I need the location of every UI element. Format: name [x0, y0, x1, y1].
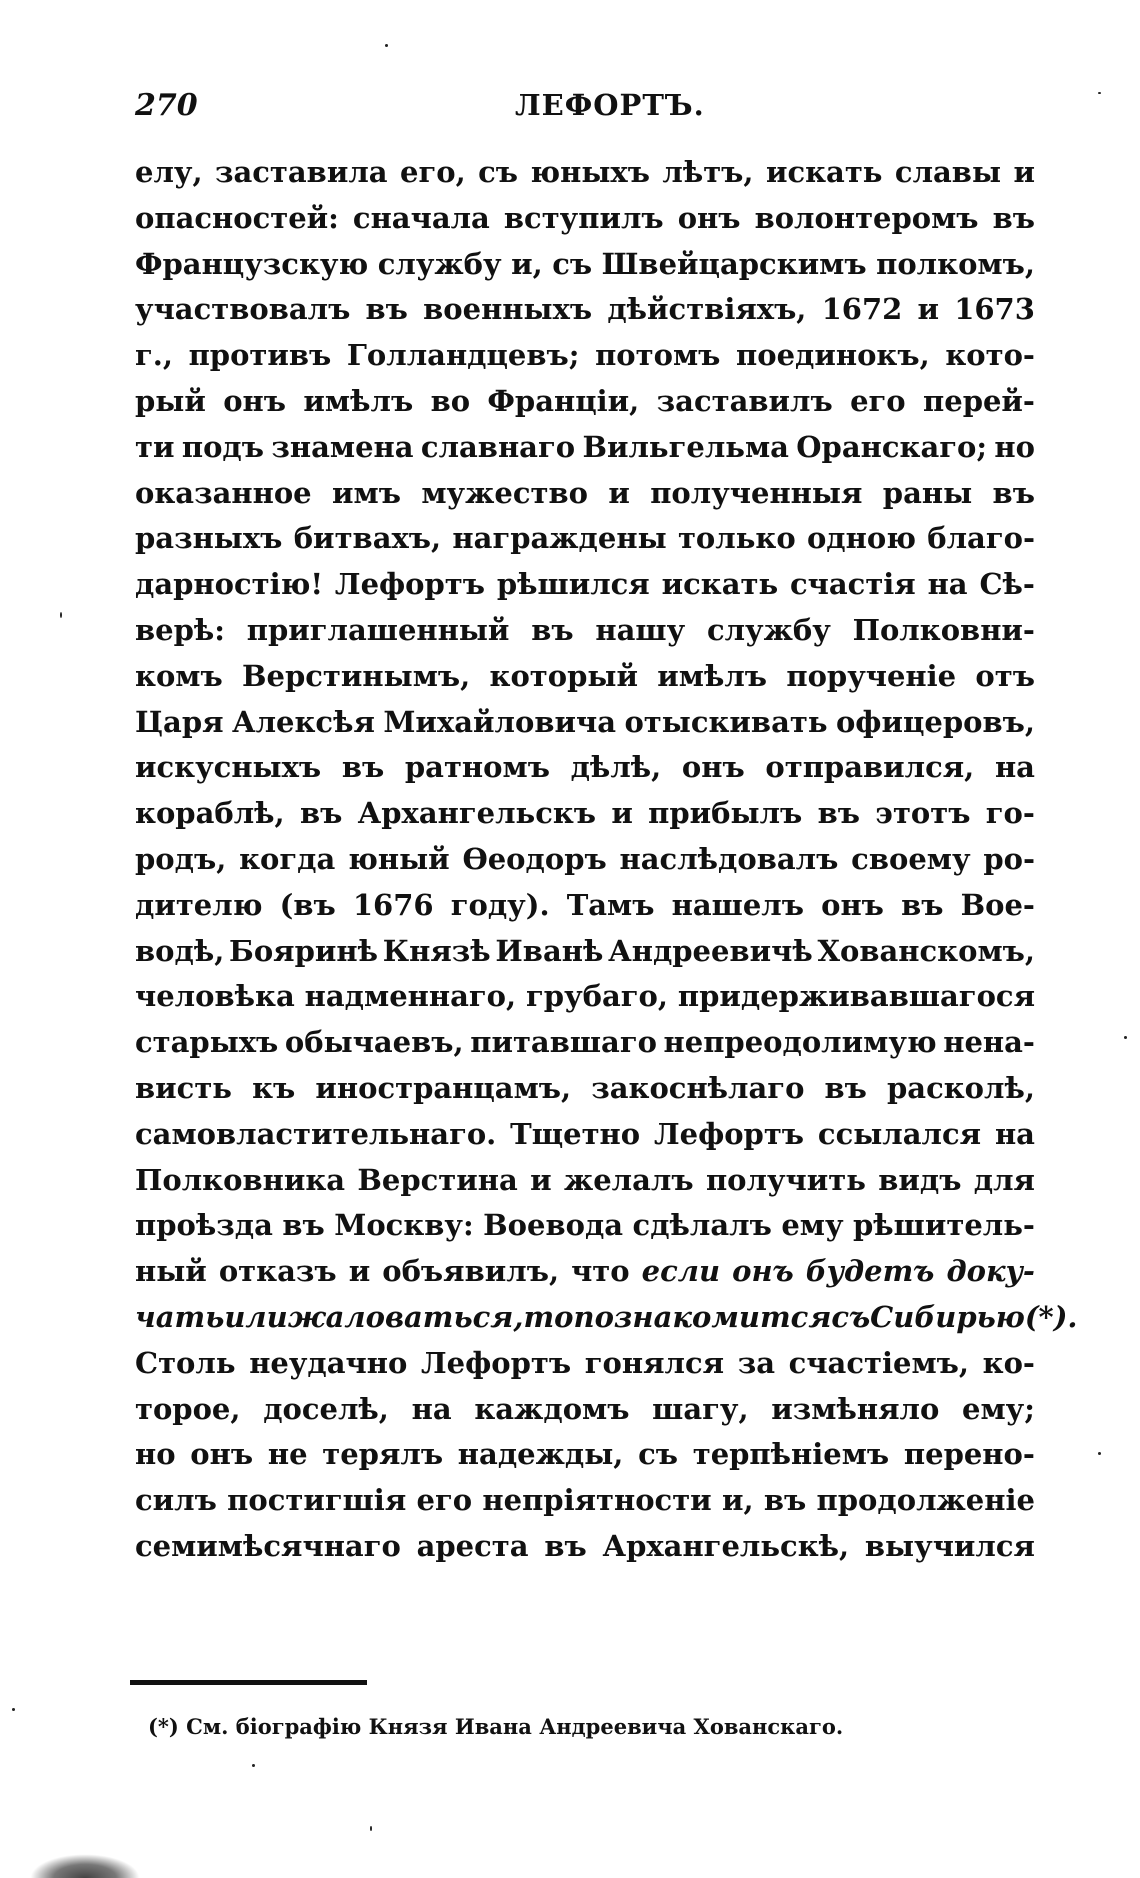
word: придерживавшагося: [677, 979, 1035, 1014]
word: гонялся: [584, 1345, 725, 1380]
word-italic: онъ: [732, 1254, 794, 1289]
word: непреодолимую: [663, 1025, 937, 1060]
word: ссылался: [817, 1116, 982, 1151]
word: искать: [765, 155, 883, 189]
word: Тщетно: [510, 1116, 641, 1151]
word: славы: [894, 155, 1002, 189]
ink-speck: [1098, 1452, 1101, 1455]
text-line: [135, 1478, 1035, 1524]
word: обычаевъ,: [284, 1025, 464, 1060]
word: питавшаго: [470, 1025, 657, 1060]
word: къ: [252, 1070, 296, 1105]
word: кораблѣ,: [135, 796, 285, 831]
word: рый: [135, 383, 206, 418]
word: въ: [365, 292, 408, 327]
word: Верстина: [357, 1162, 518, 1197]
word: Сѣ-: [979, 567, 1035, 602]
word: чать: [135, 1299, 225, 1334]
word: закоснѣлаго: [591, 1070, 805, 1105]
word: его,: [400, 155, 466, 189]
word: рѣшитель-: [853, 1208, 1035, 1243]
word: сдѣлалъ: [632, 1208, 772, 1243]
text-line: [135, 974, 1035, 1020]
word-italic: будетъ: [805, 1254, 935, 1289]
word: терялъ: [322, 1437, 444, 1472]
word: награждены: [452, 521, 667, 556]
word: семимѣсячнаго: [135, 1528, 401, 1563]
word: Вое-: [960, 887, 1035, 922]
page-header: [135, 88, 1035, 128]
word: Ѳеодоръ: [462, 841, 607, 876]
ink-speck: [252, 1764, 255, 1767]
word: Царя: [135, 704, 224, 739]
word: нашелъ: [671, 887, 804, 922]
page-corner-shadow: [30, 1854, 140, 1878]
word: этотъ: [875, 796, 971, 831]
text-line: [135, 837, 1035, 883]
text-line: [135, 287, 1035, 333]
word: лѣтъ,: [662, 155, 754, 189]
text-line: [135, 150, 1035, 196]
word: когда: [239, 841, 336, 876]
word: заставила: [214, 155, 388, 189]
word: 1673: [954, 292, 1035, 327]
word: Лефортъ: [653, 1116, 805, 1151]
word: комъ: [135, 658, 223, 693]
word-italic: если: [641, 1254, 721, 1289]
word: благо-: [927, 521, 1035, 556]
word: имѣлъ: [657, 658, 768, 693]
word: Лефортъ: [421, 1345, 572, 1380]
word: наслѣдовалъ: [619, 841, 839, 876]
text-line: [135, 1020, 1035, 1066]
footnote: (*) См. біографію Князя Ивана Андреевича Хованскаго.: [148, 1714, 844, 1739]
word: подъ: [181, 429, 264, 464]
word: приглашенный: [246, 612, 510, 647]
word: мужество: [421, 475, 588, 510]
text-line: [135, 654, 1035, 700]
word: и: [917, 292, 940, 327]
word: имѣлъ: [303, 383, 414, 418]
word: получить: [705, 1162, 866, 1197]
text-line: [135, 196, 1035, 242]
word: ему;: [962, 1391, 1035, 1426]
word: съ: [638, 1437, 678, 1472]
word: году).: [450, 887, 550, 922]
word: искать: [661, 567, 779, 602]
word: участвовалъ: [135, 292, 351, 327]
text-line: [135, 1158, 1035, 1204]
word: волонтеромъ: [754, 200, 979, 235]
word: человѣка: [135, 979, 295, 1014]
word: Воевода: [483, 1208, 624, 1243]
text-line: [135, 1341, 1035, 1387]
word: Французскую: [135, 246, 369, 281]
word: который: [489, 658, 638, 693]
word: Швейцарскимъ: [601, 246, 867, 281]
word: юный: [348, 841, 450, 876]
word: Оранскаго;: [796, 429, 988, 464]
word: неудачно: [249, 1345, 408, 1380]
word: Алексѣя: [231, 704, 375, 739]
word: продолженіе: [816, 1483, 1035, 1518]
word: Верстинымъ,: [242, 658, 471, 693]
word: счастіемъ,: [788, 1345, 969, 1380]
word: офицеровъ,: [835, 704, 1035, 739]
word: имъ: [332, 475, 401, 510]
word: ему: [781, 1208, 844, 1243]
word: ратномъ: [404, 750, 550, 785]
word: но: [994, 429, 1035, 464]
word: кото-: [945, 338, 1035, 373]
word: военныхъ: [423, 292, 593, 327]
word: нашу: [595, 612, 686, 647]
word: не: [267, 1437, 308, 1472]
word: ти: [135, 429, 175, 464]
word: сначала: [352, 200, 490, 235]
word: Архангельскъ: [357, 796, 597, 831]
running-title: ЛЕФОРТЪ.: [515, 88, 705, 122]
word: въ: [544, 1528, 587, 1563]
word: перей-: [923, 383, 1035, 418]
word: Архангельскѣ,: [602, 1528, 850, 1563]
word: но: [135, 1437, 176, 1472]
word: юныхъ: [530, 155, 650, 189]
text-line: [135, 1524, 1035, 1570]
word: его: [850, 383, 906, 418]
word: надежды,: [457, 1437, 624, 1472]
word: силъ: [135, 1483, 217, 1518]
word: самовластительнаго.: [135, 1116, 497, 1151]
word: въ: [824, 1070, 867, 1105]
word: дителю: [135, 887, 263, 922]
word: Голландцевъ;: [346, 338, 580, 373]
word: на: [927, 567, 968, 602]
word: то: [523, 1299, 574, 1334]
word: каждомъ: [474, 1391, 630, 1426]
word: опасностей:: [135, 200, 339, 235]
word: измѣняло: [771, 1391, 940, 1426]
word: и: [611, 796, 633, 831]
word: въ: [282, 1208, 325, 1243]
ink-speck: [370, 1826, 372, 1831]
word: во: [430, 383, 471, 418]
word: поединокъ,: [736, 338, 930, 373]
word: го-: [985, 796, 1035, 831]
word: отправился,: [765, 750, 975, 785]
word: 1676: [352, 887, 434, 922]
text-line: [135, 471, 1035, 517]
word: жаловаться,: [287, 1299, 524, 1334]
word: оказанное: [135, 475, 312, 510]
word: въ: [531, 612, 574, 647]
ink-speck: [1124, 1036, 1127, 1039]
word: на: [994, 1116, 1035, 1151]
word: заставилъ: [656, 383, 833, 418]
word: желалъ: [563, 1162, 694, 1197]
word: верѣ:: [135, 612, 225, 647]
word: онъ: [190, 1437, 254, 1472]
word: прибылъ: [648, 796, 803, 831]
word: родъ,: [135, 841, 227, 876]
word: проѣзда: [135, 1208, 273, 1243]
word: своему: [851, 841, 971, 876]
word: и: [530, 1162, 552, 1197]
word: (*).: [1024, 1299, 1078, 1334]
word: терпѣніемъ: [692, 1437, 890, 1472]
word: ареста: [416, 1528, 529, 1563]
word: отказъ: [218, 1254, 337, 1289]
word: Тамъ: [566, 887, 655, 922]
word: непріятности: [482, 1483, 712, 1518]
text-line: [135, 425, 1035, 471]
word: познакомится: [573, 1299, 832, 1334]
text-line: [135, 791, 1035, 837]
word: старыхъ: [135, 1025, 279, 1060]
word: полкомъ,: [876, 246, 1035, 281]
word: Михайловича: [383, 704, 616, 739]
word: противъ: [188, 338, 332, 373]
word: службу: [706, 612, 831, 647]
text-line: [135, 1432, 1035, 1478]
word: въ: [817, 796, 860, 831]
word: надменнаго,: [304, 979, 517, 1014]
word: перено-: [903, 1437, 1035, 1472]
word: Бояринѣ: [229, 933, 378, 968]
footnote-rule: [130, 1680, 367, 1685]
word: отъ: [975, 658, 1035, 693]
word: ный: [135, 1254, 207, 1289]
word: Столь: [135, 1345, 236, 1380]
word: ко-: [982, 1345, 1035, 1380]
word: доселѣ,: [263, 1391, 389, 1426]
text-line: [135, 242, 1035, 288]
word: для: [973, 1162, 1035, 1197]
word: г.,: [135, 338, 173, 373]
text-line: [135, 1066, 1035, 1112]
word: Москву:: [334, 1208, 474, 1243]
text-line: [135, 1295, 1078, 1341]
word: его: [416, 1483, 473, 1518]
word-italic: доку-: [946, 1254, 1035, 1289]
text-line: [135, 883, 1035, 929]
word: расколѣ,: [887, 1070, 1035, 1105]
word: искусныхъ: [135, 750, 322, 785]
word: въ: [992, 475, 1035, 510]
word: или: [224, 1299, 288, 1334]
word: онъ: [677, 200, 741, 235]
word: объявилъ,: [382, 1254, 560, 1289]
word: и: [1013, 155, 1035, 189]
word: только: [677, 521, 796, 556]
word: разныхъ: [135, 521, 283, 556]
word: постигшія: [227, 1483, 407, 1518]
text-line: [135, 745, 1035, 791]
word: Полковника: [135, 1162, 346, 1197]
word: на: [411, 1391, 452, 1426]
text-line: [135, 1203, 1035, 1249]
text-line: [135, 516, 1035, 562]
word: счастія: [789, 567, 916, 602]
word: (въ: [279, 887, 336, 922]
word: Франціи,: [487, 383, 640, 418]
word: онъ: [821, 887, 884, 922]
word: порученіе: [786, 658, 957, 693]
word: иностранцамъ,: [315, 1070, 572, 1105]
word: Полковни-: [852, 612, 1035, 647]
word: елу,: [135, 155, 203, 189]
word: Сибирью: [870, 1299, 1025, 1334]
word: грубаго,: [526, 979, 668, 1014]
word: что: [571, 1254, 630, 1289]
text-line: [135, 929, 1035, 975]
word: 1672: [821, 292, 903, 327]
word: ро-: [983, 841, 1035, 876]
word: висть: [135, 1070, 232, 1105]
word: дѣлѣ,: [570, 750, 662, 785]
word: видъ: [878, 1162, 962, 1197]
word: битвахъ,: [293, 521, 442, 556]
word: онъ: [223, 383, 287, 418]
word: въ: [341, 750, 385, 785]
text-line: [135, 1387, 1035, 1433]
ink-speck: [1098, 92, 1101, 94]
word: нена-: [943, 1025, 1035, 1060]
text-line: [135, 1112, 1035, 1158]
ink-speck: [60, 612, 62, 618]
word: за: [737, 1345, 776, 1380]
text-line: [135, 1249, 1035, 1295]
word: шагу,: [652, 1391, 749, 1426]
word: Иванѣ: [495, 933, 604, 968]
word: славнаго: [420, 429, 576, 464]
word: и,: [721, 1483, 754, 1518]
word: отыскивать: [624, 704, 828, 739]
word: и: [608, 475, 630, 510]
word: Хованскомъ,: [817, 933, 1035, 968]
text-line: [135, 700, 1035, 746]
ink-speck: [385, 44, 388, 47]
text-line: [135, 562, 1035, 608]
page-number: 270: [135, 88, 198, 123]
word: Князѣ: [382, 933, 491, 968]
word: водѣ,: [135, 933, 225, 968]
text-line: [135, 379, 1035, 425]
word: раны: [882, 475, 973, 510]
word: полученныя: [650, 475, 863, 510]
word: торое,: [135, 1391, 241, 1426]
word: онъ: [681, 750, 745, 785]
word: на: [994, 750, 1035, 785]
word: Андреевичѣ: [608, 933, 813, 968]
word: потомъ: [595, 338, 721, 373]
word: въ: [763, 1483, 807, 1518]
word: Лефортъ: [334, 567, 486, 602]
text-line: [135, 333, 1035, 379]
word: службу: [377, 246, 502, 281]
text-line: [135, 608, 1035, 654]
word: выучился: [864, 1528, 1035, 1563]
word: рѣшился: [496, 567, 650, 602]
word: и,: [511, 246, 543, 281]
word: дѣйствіяхъ,: [607, 292, 807, 327]
word: въ: [299, 796, 343, 831]
word: дарностію!: [135, 567, 324, 602]
word: съ: [478, 155, 518, 189]
word: Вильгельма: [582, 429, 789, 464]
word: и: [348, 1254, 371, 1289]
word: съ: [831, 1299, 871, 1334]
body-text: [135, 150, 1078, 1570]
ink-speck: [12, 1708, 15, 1711]
word: знамена: [271, 429, 414, 464]
word: въ: [992, 200, 1035, 235]
word: съ: [552, 246, 593, 281]
word: въ: [901, 887, 944, 922]
word: одною: [806, 521, 916, 556]
word: вступилъ: [503, 200, 664, 235]
